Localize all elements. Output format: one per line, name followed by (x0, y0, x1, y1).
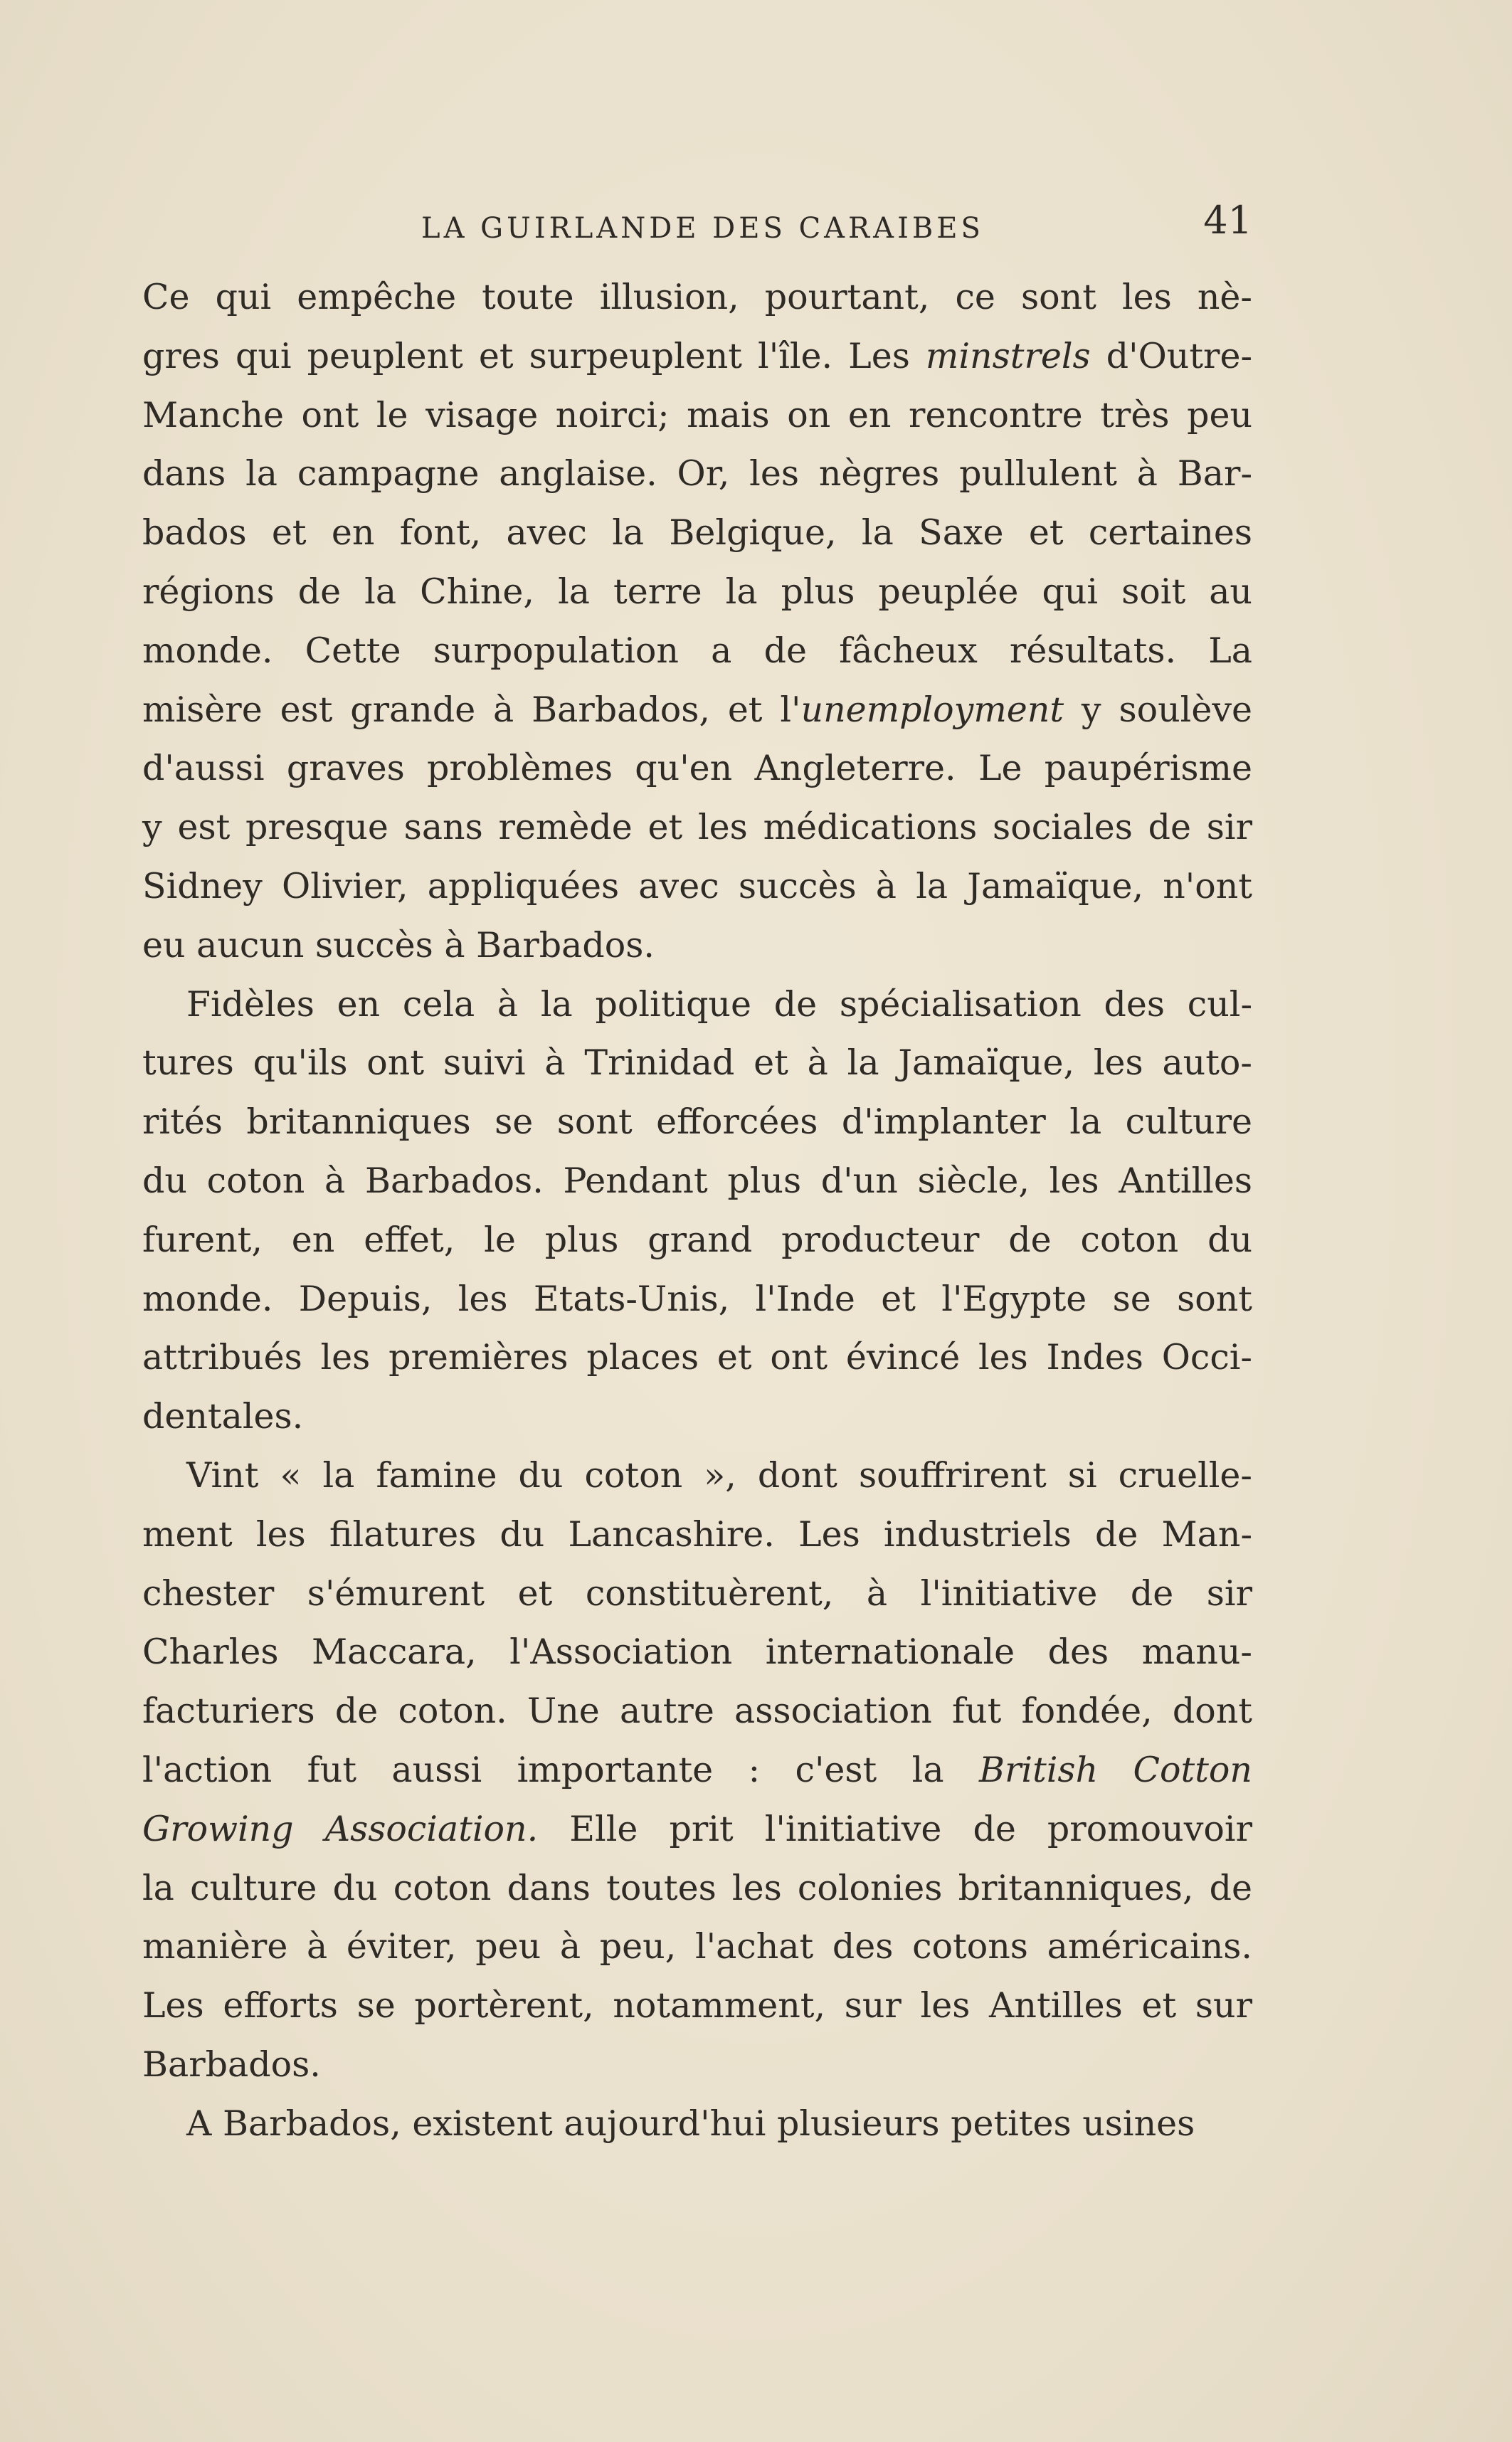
text-line (142, 2095, 1282, 2154)
text-segment: y soulève (1064, 689, 1252, 730)
text-line (142, 445, 1252, 504)
text-segment: tures qu'ils ont suivi à Trinidad et à la Jamaïque, les auto- (142, 1042, 1252, 1084)
text-line (142, 1388, 1252, 1447)
text-line (142, 268, 1252, 327)
paragraph (142, 268, 1252, 976)
running-title: LA GUIRLANDE DES CARAIBES (421, 212, 984, 245)
text-line (142, 1506, 1252, 1565)
text-segment: dentales. (142, 1396, 304, 1437)
text-line (142, 386, 1252, 445)
text-segment: l'action fut aussi importante : c'est la (142, 1749, 979, 1790)
italic-segment: unemployment (800, 689, 1064, 730)
paragraph (142, 2095, 1252, 2154)
text-line (142, 976, 1252, 1035)
text-segment: misère est grande à Barbados, et l' (142, 689, 801, 730)
text-segment: Sidney Olivier, appliquées avec succès à la Jamaïque, n'ont (142, 865, 1252, 906)
text-segment: furent, en effet, le plus grand producteur de coton du (142, 1219, 1252, 1260)
text-line (142, 739, 1252, 798)
text-segment: dans la campagne anglaise. Or, les nègres pullulent à Bar- (142, 453, 1252, 495)
text-segment: eu aucun succès à Barbados. (142, 924, 655, 966)
text-line (142, 1918, 1252, 1977)
text-segment: la culture du coton dans toutes les colonies britanniques, de (142, 1867, 1252, 1908)
italic-segment: British Cotton (978, 1749, 1252, 1790)
text-line (142, 1741, 1252, 1800)
text-line (142, 1859, 1252, 1918)
text-segment: manière à éviter, peu à peu, l'achat des cotons américains. (142, 1926, 1252, 1967)
text-line (142, 1328, 1252, 1388)
paragraph (142, 976, 1252, 1447)
text-segment: d'aussi graves problèmes qu'en Angleterre. Le paupérisme (142, 748, 1252, 789)
text-line (142, 857, 1252, 916)
text-segment: Vint « la famine du coton », dont souffrirent si cruelle- (186, 1454, 1252, 1496)
text-line (142, 1270, 1252, 1329)
text-line (142, 1800, 1252, 1859)
text-line (142, 504, 1252, 563)
text-segment: Charles Maccara, l'Association internationale des manu- (142, 1632, 1252, 1673)
text-segment: y est presque sans remède et les médications sociales de sir (142, 807, 1252, 848)
text-line (142, 1977, 1252, 2036)
page-number: 41 (1203, 198, 1252, 243)
text-line (142, 1093, 1252, 1152)
text-line (142, 327, 1252, 386)
text-segment: régions de la Chine, la terre la plus peuplée qui soit au (142, 571, 1252, 612)
text-segment: monde. Depuis, les Etats-Unis, l'Inde et l'Egypte se sont (142, 1278, 1252, 1319)
italic-segment: minstrels (925, 335, 1091, 376)
text-segment: Manche ont le visage noirci; mais on en rencontre très peu (142, 394, 1252, 435)
text-line (142, 1034, 1252, 1093)
text-segment: rités britanniques se sont efforcées d'implanter la culture (142, 1101, 1252, 1143)
text-segment: Barbados. (142, 2044, 321, 2085)
text-line (142, 1623, 1252, 1682)
text-line (142, 622, 1252, 681)
text-segment: facturiers de coton. Une autre association fut fondée, dont (142, 1691, 1252, 1732)
text-segment: gres qui peuplent et surpeuplent l'île. Les (142, 335, 926, 376)
text-line (142, 1211, 1252, 1270)
text-segment: du coton à Barbados. Pendant plus d'un siècle, les Antilles (142, 1160, 1252, 1201)
text-line (142, 1682, 1252, 1741)
text-segment: A Barbados, existent aujourd'hui plusieurs petites usines (186, 2103, 1195, 2144)
running-head (142, 191, 1252, 255)
text-segment: d'Outre- (1090, 335, 1252, 376)
text-segment: Elle prit l'initiative de promouvoir (538, 1808, 1252, 1849)
text-segment: attribués les premières places et ont évincé les Indes Occi- (142, 1337, 1252, 1378)
text-line (142, 1447, 1252, 1506)
text-segment: Ce qui empêche toute illusion, pourtant, ce sont les nè- (142, 277, 1252, 317)
text-line (142, 563, 1252, 622)
text-segment: Les efforts se portèrent, notamment, sur les Antilles et sur (142, 1985, 1252, 2026)
text-line (142, 681, 1252, 740)
text-line (142, 798, 1252, 857)
text-segment: monde. Cette surpopulation a de fâcheux résultats. La (142, 630, 1252, 671)
text-line (142, 916, 1252, 976)
text-line (142, 1565, 1252, 1624)
text-segment: Fidèles en cela à la politique de spécialisation des cul- (186, 983, 1252, 1025)
text-line (142, 1152, 1252, 1211)
text-segment: chester s'émurent et constituèrent, à l'initiative de sir (142, 1572, 1252, 1614)
text-line (142, 2036, 1252, 2095)
text-segment: ment les filatures du Lancashire. Les industriels de Man- (142, 1513, 1252, 1555)
paragraph (142, 1447, 1252, 2095)
body-text (142, 268, 1252, 2154)
italic-segment: Growing Association. (142, 1808, 539, 1849)
text-segment: bados et en font, avec la Belgique, la Saxe et certaines (142, 512, 1252, 554)
